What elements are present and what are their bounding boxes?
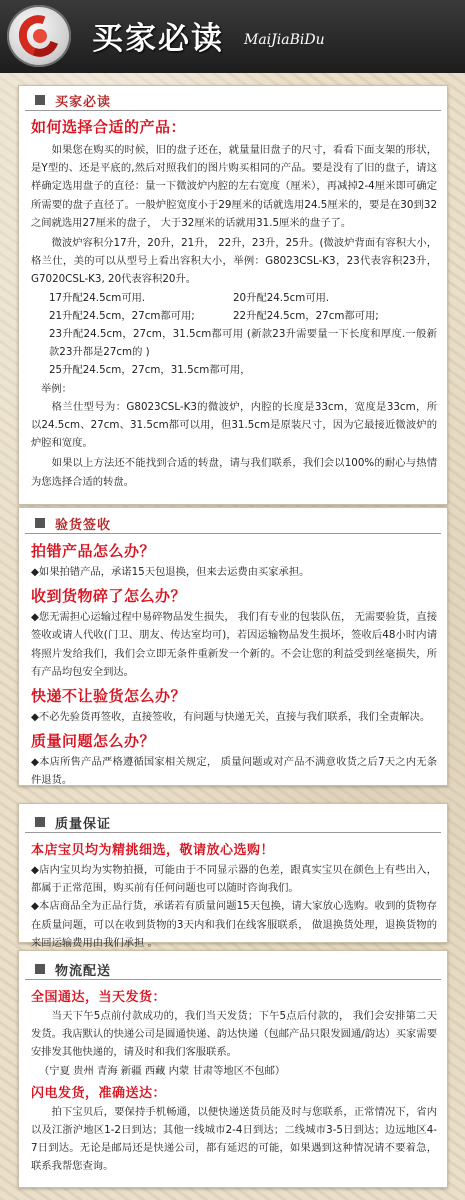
capacity-text: 25升配24.5cm，27cm，31.5cm都可用， — [49, 364, 251, 377]
paragraph: 微波炉容积分17升，20升，21升， 22升，23升，25升。(微波炉背面有容积大小，格兰仕，美的可以从型号上看出容积大小，举例：G8023CSL-K3，23代表容积23升，G7020CSL-K3, 20代表容积20升。 — [31, 237, 437, 286]
answer-text: ◆您无需担心运输过程中易碎物品发生损失， 我们有专业的包装队伍， 无需要验货，直接签收或请人代收(门卫、朋友、传达室均可)，若因运输物品发生损坏，签收后48小时内请将照片发给我们，我们会立即无条件重新发一个新的。不会让您的利益受到丝毫损失，所有产品均包安全到达。 — [31, 611, 437, 678]
buyer-guide-panel — [18, 85, 448, 505]
square-bullet-icon — [35, 95, 45, 105]
capacity-text: 21升配24.5cm，27cm都可用; — [49, 309, 195, 322]
header-title: 买家必读 — [92, 21, 224, 57]
quality-panel — [18, 803, 448, 949]
shipping-panel — [18, 950, 448, 1188]
question-heading: 如何选择合适的产品： — [31, 118, 187, 136]
section-title: 买家必读 — [55, 95, 112, 110]
header-subtitle: MaiJiaBiDu — [244, 32, 325, 48]
paragraph: 如果您在购买的时候，旧的盘子还在，就量量旧盘子的尺寸，看看下面支架的形状，是Y型的、还是平底的,然后对照我们的图片购买相同的产品。要是没有了旧的盘子，请这样确定选用盘子的直径：量一下微波炉内腔的左右宽度（厘米），再减掉2-4厘米即可确定所需要的盘子直径了。一般炉腔宽度小于29厘米的话就选用24.5厘米的，要是在30到32之间就选用27厘米的盘子， 大于32厘米的话就用31.5厘米的盘子了。 — [31, 144, 437, 229]
quality-headline: 本店宝贝均为精挑细选，敬请放心选购！ — [31, 843, 275, 858]
capacity-text: 20升配24.5cm可用. — [233, 291, 330, 304]
question-heading: 拍错产品怎么办？ — [31, 542, 156, 560]
question-heading: 质量问题怎么办？ — [31, 732, 156, 751]
capacity-text: 23升配24.5cm，27cm，31.5cm都可用 (新款23升需要量一下长度和厚度.一般新款23升都是27cm的 ) — [49, 328, 437, 359]
question-heading: 闪电发货，准确送达： — [31, 1085, 167, 1101]
section-title: 物流配送 — [55, 964, 112, 979]
paragraph: 如果以上方法还不能找到合适的转盘，请与我们联系，我们会以100%的耐心与热情为您选择合适的转盘。 — [31, 457, 437, 488]
question-heading: 收到货物碎了怎么办？ — [31, 587, 187, 606]
section-header — [25, 511, 441, 534]
inspection-panel — [18, 507, 448, 786]
answer-text: ◆本店商品全为正品行货，承诺若有质量问题15天包换，请大家放心选购。收到的货物存在质量问题，可以在收到货物的3天内和我们在线客服联系， 做退换货处理，退换货物的来回运输费用由我们承担 。 — [31, 900, 437, 949]
answer-text: 拍下宝贝后，要保持手机畅通，以便快递送货员能及时与您联系，正常情况下，省内以及江浙沪地区1-2日到达；其他一线城市2-4日到达；二线城市3-5日到达；边远地区4-7日到达。无论是邮局还是快递公司，都有延迟的可能，如果遇到这种情况请不要着急，联系我帮您查询。 — [31, 1105, 437, 1173]
capacity-row — [49, 307, 437, 325]
square-bullet-icon — [35, 964, 45, 974]
square-bullet-icon — [35, 817, 45, 827]
answer-text: ◆本店所售产品严格遵循国家相关规定， 质量问题或对产品不满意收货之后7天之内无条件退货。 — [31, 756, 437, 787]
brand-logo-icon — [7, 5, 71, 67]
square-bullet-icon — [35, 518, 45, 528]
section-header — [25, 957, 441, 980]
answer-text: ◆如果拍错产品，承诺15天包退换，但来去运费由买家承担。 — [31, 566, 310, 578]
paragraph: 格兰仕型号为：G8023CSL-K3的微波炉，内腔的长度是33cm，宽度是33cm，所以24.5cm、27cm、31.5cm都可以用，但31.5cm是原装尺寸，因为它最接近微波炉的炉腔和宽度。 — [31, 400, 437, 450]
answer-text: ◆不必先验货再签收，直接签收，有问题与快递无关，直接与我们联系，我们全责解决。 — [31, 711, 431, 724]
answer-note: （宁夏 贵州 青海 新疆 西藏 内蒙 甘肃等地区不包邮） — [39, 1064, 286, 1077]
answer-text: ◆店内宝贝均为实物拍摄，可能由于不同显示器的色差，跟真实宝贝在颜色上有些出入，都属于正常范围，购买前有任何问题也可以随时咨询我们。 — [31, 864, 437, 895]
capacity-row — [49, 289, 437, 307]
question-heading: 快递不让验货怎么办？ — [31, 687, 187, 706]
question-heading: 全国通达，当天发货： — [31, 990, 167, 1005]
page-header — [0, 0, 465, 73]
capacity-text: 22升配24.5cm，27cm都可用; — [233, 309, 379, 322]
capacity-text: 17升配24.5cm可用. — [49, 291, 146, 304]
section-title: 验货签收 — [55, 518, 112, 533]
section-header — [25, 88, 441, 111]
section-title: 质量保证 — [55, 817, 112, 832]
section-header — [25, 810, 441, 833]
answer-text: 当天下午5点前付款成功的，我们当天发货；下午5点后付款的， 我们会安排第二天发货。我店默认的快递公司是圆通快递、韵达快递（包邮产品只限发圆通/韵达）买家需要安排发其他快递的，请及时和我们客服联系。 — [31, 1010, 437, 1059]
example-label: 举例： — [41, 382, 72, 395]
